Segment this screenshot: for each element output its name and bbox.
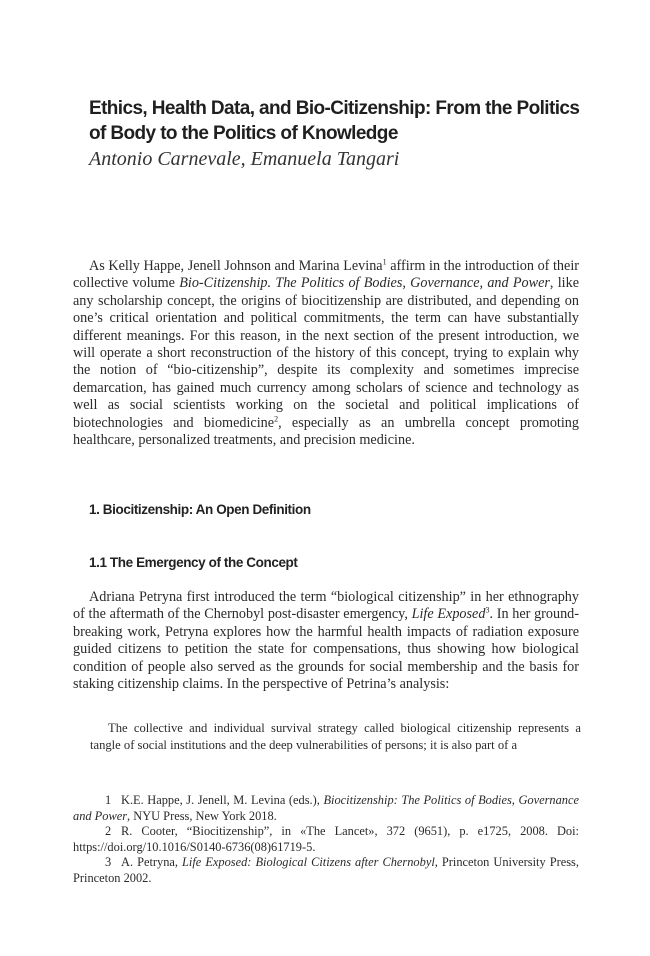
section-text-2: . In her ground-breaking work, Petryna explores how the harmful health impacts of radiation exposure guided citizens to petition the state for compensations, thus showing how biological condition of people also served as the grounds for social membership and the basis for staking citizenship claims. In the perspective of Petrina’s analysis: <box>73 606 579 693</box>
footnote-text: K.E. Happe, J. Jenell, M. Levina (eds.), <box>121 793 324 807</box>
footnote-text: , NYU Press, New York 2018. <box>127 808 277 823</box>
section-book-title: Life Exposed <box>411 606 486 623</box>
intro-text-2: affirm in the introduction of their collective volume <box>73 258 579 292</box>
footnote-ref-1[interactable]: 1 <box>382 257 387 267</box>
footnote-italic: Biocitizenship: The Politics of Bodies, Governance and Power <box>73 793 579 823</box>
block-quote: The collective and individual survival strategy called biological citizenship represents a tangle of social institutions and the deep vulnerabilities of persons; it is also part of a <box>90 721 581 752</box>
paper-title: Ethics, Health Data, and Bio-Citizenship: From the Politics of Body to the Politics of Knowledge <box>89 98 580 144</box>
footnote-1 <box>73 793 579 824</box>
footnote-number: 2 <box>105 824 112 839</box>
footnote-text: R. Cooter, “Biocitizenship”, in «The Lancet», 372 (9651), p. e1725, 2008. Doi: https://doi.org/10.1016/S0140-6736(08)61719-5. <box>73 824 579 854</box>
section-text-1: Adriana Petryna first introduced the term “biological citizenship” in her ethnography of the aftermath of the Chernobyl post-disaster emergency, <box>73 589 579 623</box>
footnote-ref-2[interactable]: 2 <box>274 413 279 423</box>
intro-book-title: Bio-Citizenship. The Politics of Bodies, Governance, and Power <box>179 275 550 292</box>
paper-authors: Antonio Carnevale, Emanuela Tangari <box>89 148 400 170</box>
footnote-text: Princeton University Press, Princeton 2002. <box>73 855 579 885</box>
footnotes <box>73 793 579 887</box>
footnote-number: 3 <box>105 855 112 870</box>
footnote-italic: Life Exposed: Biological Citizens after Chernobyl, <box>182 855 438 870</box>
footnote-ref-3[interactable]: 3 <box>485 605 490 615</box>
footnote-number: 1 <box>105 793 112 807</box>
footnote-text: A. Petryna, <box>121 855 183 870</box>
section-heading-1: 1. Biocitizenship: An Open Definition <box>89 502 311 517</box>
intro-text-1: As Kelly Happe, Jenell Johnson and Marina Levina <box>89 258 383 274</box>
footnote-2 <box>73 824 579 855</box>
intro-text-4: , especially as an umbrella concept promoting healthcare, personalized treatments, and precision medicine. <box>73 414 579 449</box>
section-1-1-paragraph <box>73 589 579 693</box>
intro-paragraph <box>73 258 579 449</box>
footnote-3 <box>73 855 579 886</box>
section-heading-1-1: 1.1 The Emergency of the Concept <box>89 555 298 570</box>
intro-text-3: , like any scholarship concept, the origins of biocitizenship are distributed, and depending on one’s critical orientation and political commitments, the term can have substantially different meanings. For this reason, in the next section of the present introduction, we will operate a short reconstruction of the history of this concept, trying to explain why the notion of “bio-citizenship”, despite its complexity and sometimes imprecise demarcation, has gained much currency among scholars of science and technology as well as social scientists working on the societal and political implications of biotechnologies and biomedicine <box>73 275 580 431</box>
